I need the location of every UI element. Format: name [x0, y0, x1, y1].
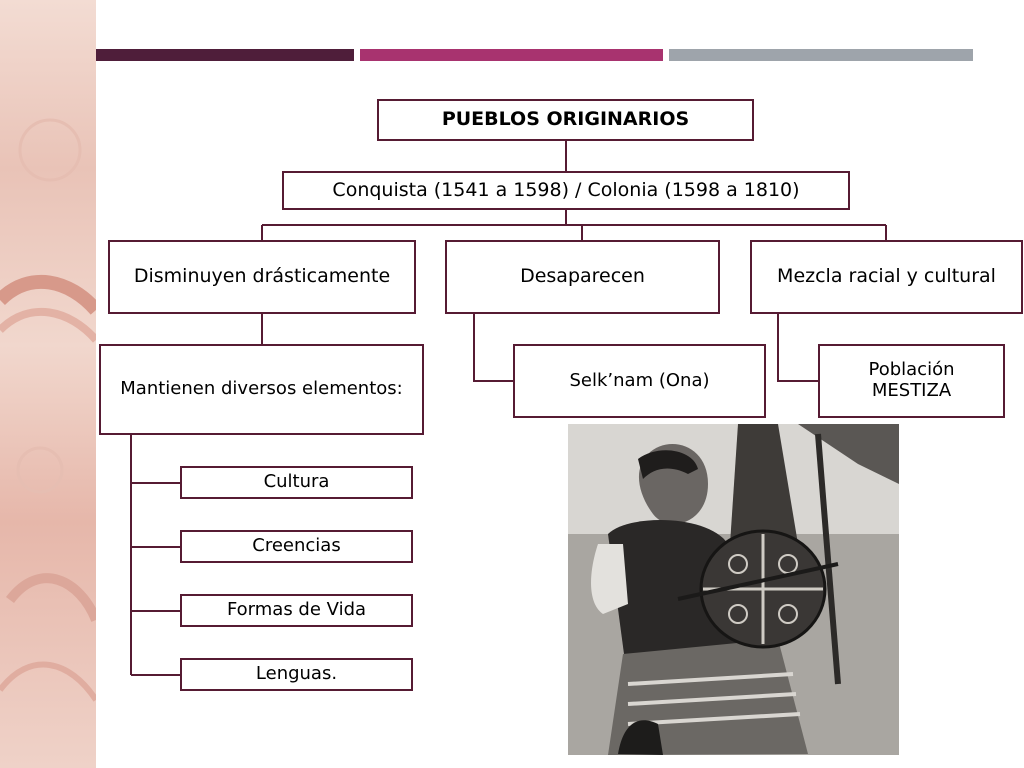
node-selknam: Selk’nam (Ona) — [513, 344, 766, 418]
branch-node-mixing: Mezcla racial y cultural — [750, 240, 1023, 314]
leaf-node-formas-de-vida: Formas de Vida — [180, 594, 413, 627]
leaf-node-cultura: Cultura — [180, 466, 413, 499]
mestiza-line-2: MESTIZA — [871, 380, 952, 401]
mapuche-woman-kultrun-photo — [568, 424, 899, 755]
period-node: Conquista (1541 a 1598) / Colonia (1598 a 1810) — [282, 171, 850, 210]
branch-node-disappear: Desaparecen — [445, 240, 720, 314]
mestiza-line-1: Población — [868, 359, 955, 381]
photo-illustration-icon — [568, 424, 899, 755]
leaf-node-creencias: Creencias — [180, 530, 413, 563]
leaf-node-lenguas: Lenguas. — [180, 658, 413, 691]
node-mestiza — [818, 344, 1005, 418]
root-node: PUEBLOS ORIGINARIOS — [377, 99, 754, 141]
node-maintain-elements: Mantienen diversos elementos: — [99, 344, 424, 435]
connector-c3-g3 — [778, 314, 818, 381]
branch-node-decline: Disminuyen drásticamente — [108, 240, 416, 314]
connector-c2-g2 — [474, 314, 513, 381]
